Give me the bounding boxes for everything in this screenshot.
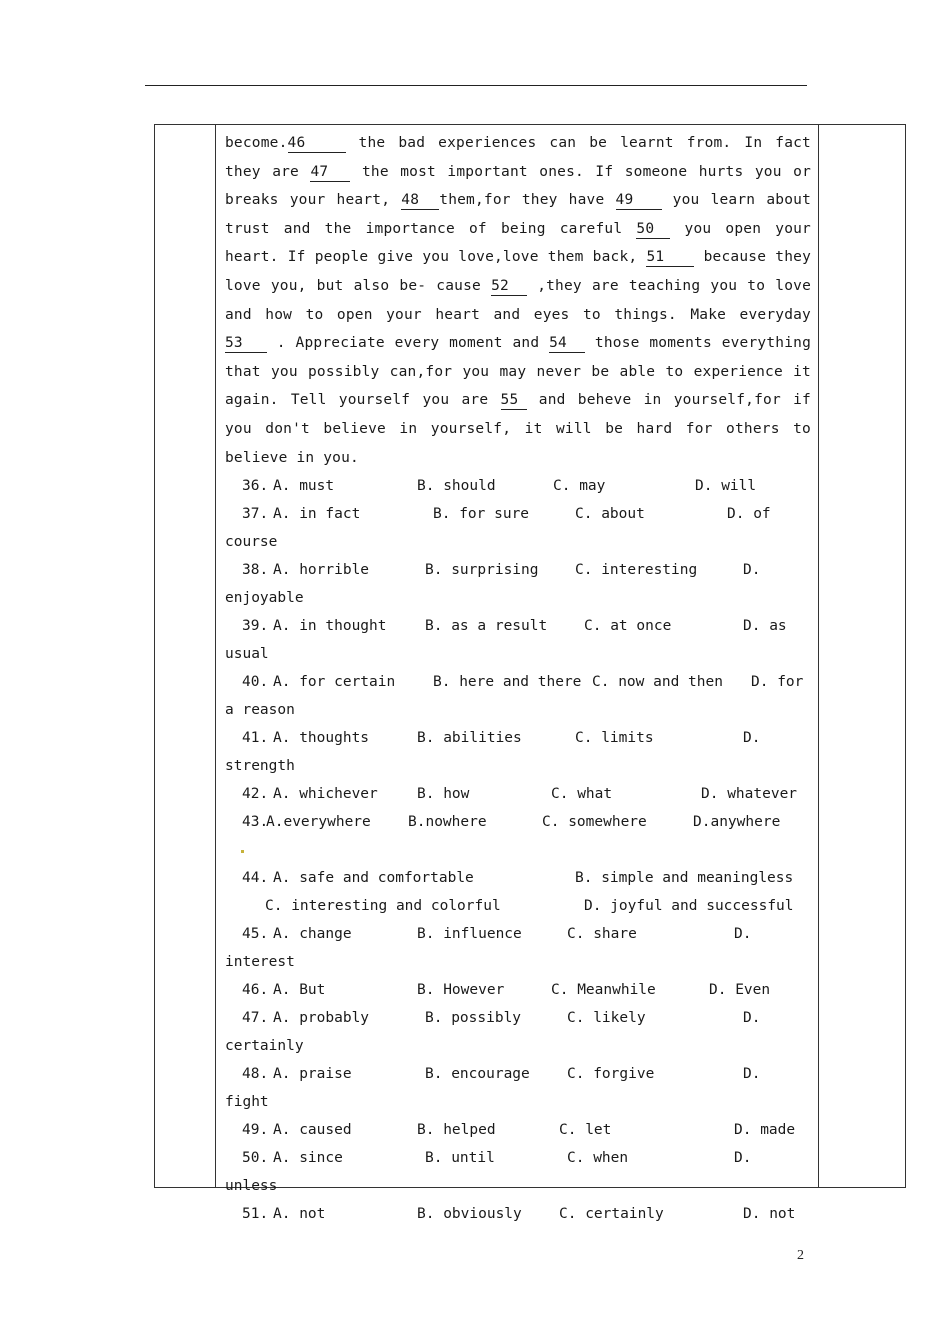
question-44 bbox=[225, 864, 811, 920]
question-43 bbox=[225, 808, 811, 864]
cloze-passage bbox=[225, 129, 811, 472]
option-d: D. Even bbox=[709, 982, 771, 999]
question-number: 45. bbox=[242, 926, 269, 943]
option-b: B. obviously bbox=[417, 1206, 522, 1223]
option-d: D. joyful and successful bbox=[584, 898, 794, 915]
question-number: 50. bbox=[242, 1150, 269, 1167]
question-40 bbox=[225, 668, 811, 724]
option-continuation: course bbox=[225, 534, 278, 551]
option-b: B. here and there bbox=[433, 674, 582, 691]
question-39 bbox=[225, 612, 811, 668]
option-a: A. for certain bbox=[273, 674, 396, 691]
option-c: C. let bbox=[559, 1122, 612, 1139]
blank-49: 49 bbox=[616, 192, 662, 210]
passage-text: because they love you, but also be- cause bbox=[225, 249, 811, 294]
question-number: 48. bbox=[242, 1066, 269, 1083]
passage-text: become. bbox=[225, 135, 288, 151]
passage-text: ,they are teaching you to love and how to open your heart and eyes to things. Make everyday bbox=[225, 277, 812, 323]
option-b: B. simple and meaningless bbox=[575, 870, 794, 887]
question-number: 37. bbox=[242, 506, 269, 523]
question-number: 47. bbox=[242, 1010, 269, 1027]
option-c: C. about bbox=[575, 506, 645, 523]
option-d: D. for bbox=[751, 674, 804, 691]
question-45 bbox=[225, 920, 811, 976]
option-c: C. what bbox=[551, 786, 613, 803]
option-d: D. whatever bbox=[701, 786, 798, 803]
question-37 bbox=[225, 500, 811, 556]
question-number: 40. bbox=[242, 674, 269, 691]
question-46 bbox=[225, 976, 811, 1004]
blank-53: 53 bbox=[225, 335, 267, 353]
option-d: D. of bbox=[727, 506, 771, 523]
question-number: 51. bbox=[242, 1206, 269, 1223]
question-number: 43. bbox=[242, 814, 269, 831]
option-d: D. not bbox=[743, 1206, 796, 1223]
passage-text: them,for they have bbox=[439, 192, 616, 209]
option-continuation: usual bbox=[225, 646, 269, 663]
option-a: A. But bbox=[273, 982, 326, 999]
question-50 bbox=[225, 1144, 811, 1200]
option-a: A. safe and comfortable bbox=[273, 870, 474, 887]
option-b: B. for sure bbox=[433, 506, 530, 523]
option-continuation: enjoyable bbox=[225, 590, 304, 607]
option-b: B. influence bbox=[417, 926, 522, 943]
exercise-table bbox=[154, 124, 906, 1223]
option-continuation: fight bbox=[225, 1094, 269, 1111]
option-d: D. will bbox=[695, 478, 757, 495]
option-b: B. possibly bbox=[425, 1010, 522, 1027]
blank-51: 51 bbox=[646, 249, 694, 267]
option-b: B. how bbox=[417, 786, 470, 803]
option-continuation: certainly bbox=[225, 1038, 304, 1055]
option-d: D. bbox=[734, 926, 752, 943]
passage-text: those moments everything that you possibly can,for you may never be able to experience it again. Tell yourself you are bbox=[225, 335, 811, 409]
option-c: C. at once bbox=[584, 618, 672, 635]
option-d: D. bbox=[734, 1150, 752, 1167]
blank-55: 55 bbox=[501, 392, 527, 410]
question-number: 38. bbox=[242, 562, 269, 579]
left-column-border bbox=[215, 125, 216, 1187]
option-b: B.nowhere bbox=[408, 814, 487, 831]
option-b: B. encourage bbox=[425, 1066, 530, 1083]
option-continuation: interest bbox=[225, 954, 295, 971]
blank-52: 52 bbox=[491, 278, 527, 296]
option-c: C. somewhere bbox=[542, 814, 647, 831]
option-b: B. surprising bbox=[425, 562, 539, 579]
option-d: D. bbox=[743, 1066, 761, 1083]
question-42 bbox=[225, 780, 811, 808]
option-c: C. certainly bbox=[559, 1206, 664, 1223]
option-c: C. forgive bbox=[567, 1066, 655, 1083]
option-c: C. limits bbox=[575, 730, 654, 747]
option-a: A.everywhere bbox=[266, 814, 371, 831]
option-d: D. bbox=[743, 1010, 761, 1027]
option-a: A. in thought bbox=[273, 618, 387, 635]
option-a: A. change bbox=[273, 926, 352, 943]
blank-50: 50 bbox=[636, 221, 670, 239]
blank-47: 47 bbox=[310, 164, 350, 182]
spacer-line bbox=[225, 836, 811, 864]
option-a: A. thoughts bbox=[273, 730, 370, 747]
question-49 bbox=[225, 1116, 811, 1144]
option-b: B. abilities bbox=[417, 730, 522, 747]
passage-text: the most important ones. If someone hurts you or breaks your heart, bbox=[225, 163, 812, 209]
option-a: A. praise bbox=[273, 1066, 352, 1083]
option-a: A. in fact bbox=[273, 506, 361, 523]
question-number: 36. bbox=[242, 478, 269, 495]
option-b: B. should bbox=[417, 478, 496, 495]
right-column-border bbox=[818, 125, 819, 1187]
option-continuation: strength bbox=[225, 758, 295, 775]
option-a: A. must bbox=[273, 478, 335, 495]
option-b: B. helped bbox=[417, 1122, 496, 1139]
option-a: A. whichever bbox=[273, 786, 378, 803]
option-c: C. may bbox=[553, 478, 606, 495]
question-48 bbox=[225, 1060, 811, 1116]
option-a: A. caused bbox=[273, 1122, 352, 1139]
option-d: D. bbox=[743, 562, 761, 579]
question-38 bbox=[225, 556, 811, 612]
option-c: C. interesting bbox=[575, 562, 698, 579]
page-number: 2 bbox=[797, 1248, 804, 1263]
option-d: D. bbox=[743, 730, 761, 747]
option-continuation: unless bbox=[225, 1178, 278, 1195]
question-47 bbox=[225, 1004, 811, 1060]
question-number: 49. bbox=[242, 1122, 269, 1139]
option-a: A. probably bbox=[273, 1010, 370, 1027]
question-36 bbox=[225, 472, 811, 500]
blank-46: 46 bbox=[288, 135, 346, 153]
option-d: D.anywhere bbox=[693, 814, 781, 831]
option-a: A. horrible bbox=[273, 562, 370, 579]
passage-text: . Appreciate every moment and bbox=[267, 335, 550, 352]
passage-text: the bad experiences can be learnt from. In fact they are bbox=[225, 135, 811, 180]
option-a: A. not bbox=[273, 1206, 326, 1223]
option-d: D. made bbox=[734, 1122, 796, 1139]
stray-mark bbox=[241, 850, 244, 853]
blank-48: 48 bbox=[401, 192, 439, 210]
option-continuation: a reason bbox=[225, 702, 295, 719]
passage-text: and beheve in yourself,for if you don't believe in yourself, it will be hard for others to believe in you. bbox=[225, 392, 811, 466]
passage-text: you open your heart. If people give you love,love them back, bbox=[225, 220, 811, 266]
option-c: C. now and then bbox=[592, 674, 723, 691]
question-41 bbox=[225, 724, 811, 780]
option-c: C. Meanwhile bbox=[551, 982, 656, 999]
question-number: 39. bbox=[242, 618, 269, 635]
option-c: C. interesting and colorful bbox=[265, 898, 501, 915]
option-num: 44. bbox=[242, 870, 269, 887]
question-number: 41. bbox=[242, 730, 269, 747]
option-c: C. likely bbox=[567, 1010, 646, 1027]
passage-text: you learn about trust and the importance of being careful bbox=[225, 192, 811, 237]
option-c: C. share bbox=[567, 926, 637, 943]
option-c: C. when bbox=[567, 1150, 629, 1167]
option-b: B. as a result bbox=[425, 618, 548, 635]
answer-options bbox=[225, 472, 811, 1228]
exercise-content bbox=[225, 129, 811, 1228]
option-d: D. as bbox=[743, 618, 787, 635]
option-b: B. until bbox=[425, 1150, 495, 1167]
header-rule bbox=[145, 85, 807, 86]
question-number: 46. bbox=[242, 982, 269, 999]
option-a: A. since bbox=[273, 1150, 343, 1167]
option-b: B. However bbox=[417, 982, 505, 999]
blank-54: 54 bbox=[549, 335, 585, 353]
question-51 bbox=[225, 1200, 811, 1228]
question-number: 42. bbox=[242, 786, 269, 803]
